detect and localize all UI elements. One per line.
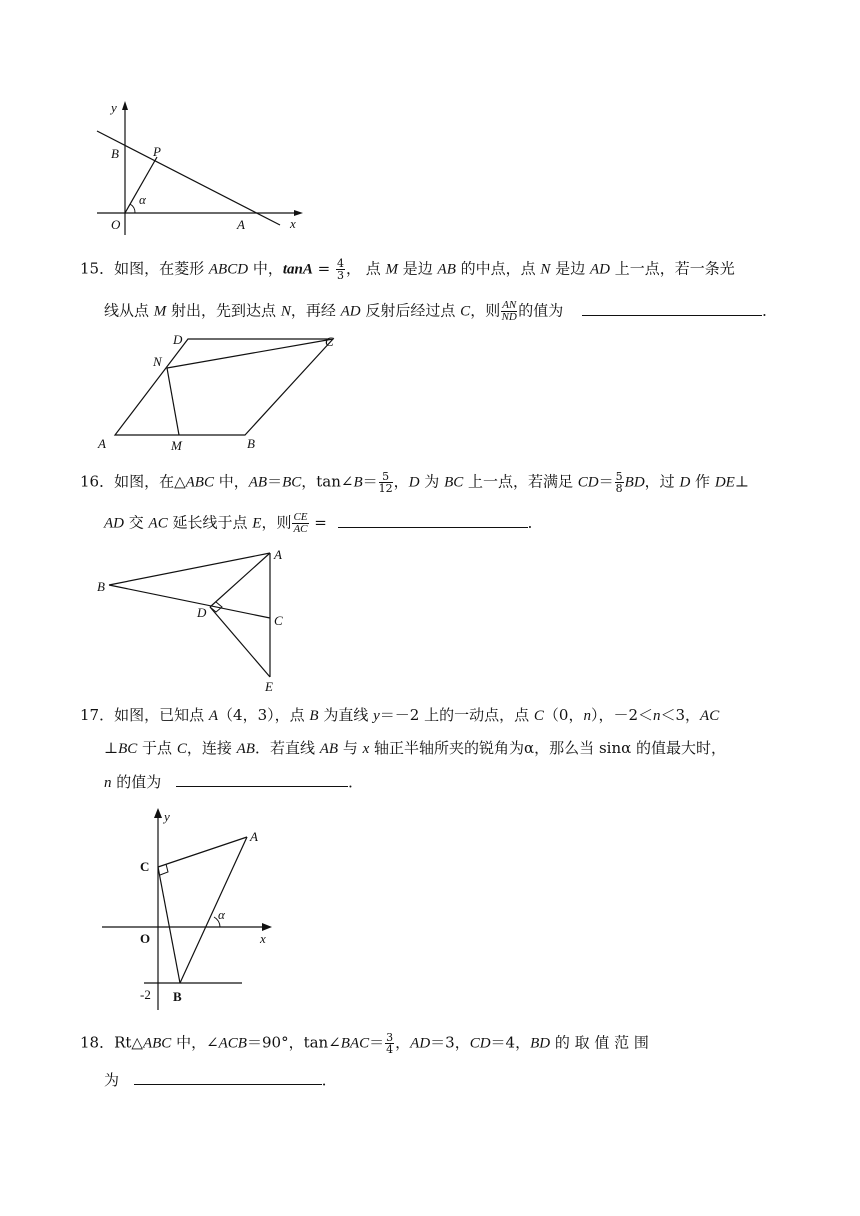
fig17-label-x: x (260, 931, 266, 946)
fig15-label-M: M (171, 438, 182, 453)
fig14-label-x: x (290, 216, 296, 231)
fig16-label-E: E (265, 679, 273, 694)
fig17-label-alpha: α (218, 907, 225, 922)
fig14-label-P: P (153, 144, 161, 159)
fig16-label-B: B (97, 579, 105, 594)
q18-answer-blank[interactable] (134, 1070, 322, 1085)
q17-line1: 17．如图，已知点 A（4，3），点 B 为直线 y＝－2 上的一动点，点 C（0，n），－2＜n＜3，AC (80, 706, 720, 724)
figure-q17 (100, 805, 280, 1017)
fig14-label-B: B (111, 146, 119, 161)
figure-q16 (95, 545, 295, 695)
q16-answer-blank[interactable] (338, 513, 528, 528)
fig16-label-A: A (274, 547, 282, 562)
fig16-label-D: D (197, 605, 207, 620)
q16-line1: 16．如图，在△ABC 中，AB＝BC，tan∠B＝ $\frac{5}{12}$ ，D 为 BC 上一点，若满足 CD＝ $\frac{5}{8}$ BD，过 D 作 DE⊥ (80, 470, 749, 495)
fig17-label-neg2: -2 (140, 987, 151, 1002)
q18-tan-fraction: $\frac{3}{4}$ (386, 1031, 394, 1056)
fig17-label-O: O (140, 931, 151, 946)
fig17-label-C: C (140, 859, 150, 874)
fig17-label-A: A (250, 829, 258, 844)
fig14-label-y: y (111, 100, 117, 115)
q15-line1: 15．如图，在菱形 ABCD 中，tanA = $\frac{4}{3}$ ， 点 M 是边 AB 的中点，点 N 是边 AD 上一点，若一条光 (80, 257, 735, 282)
fig16-label-C: C (274, 613, 283, 628)
q18-line1: 18．Rt△ABC 中，∠ACB＝90°，tan∠BAC＝ $\frac{3}{4}$ ，AD＝3，CD＝4，BD 的 取 值 范 围 (80, 1031, 649, 1056)
figure-q15 (95, 332, 355, 454)
q17-answer-blank[interactable] (176, 772, 348, 787)
q15-tan-fraction: $\frac{4}{3}$ (336, 257, 344, 282)
q15-ratio-fraction: $\frac{AN}{ND}$ (501, 299, 517, 323)
fig15-label-C: C (325, 334, 334, 349)
q16-cd-fraction: $\frac{5}{8}$ (615, 470, 623, 495)
fig15-label-B: B (247, 436, 255, 451)
fig17-label-y: y (164, 809, 170, 824)
q17-line2: ⊥BC 于点 C，连接 AB．若直线 AB 与 x 轴正半轴所夹的锐角为α，那么当 sinα 的值最大时， (104, 739, 727, 757)
fig14-label-O: O (111, 217, 121, 232)
fig15-label-A: A (98, 436, 106, 451)
figure-q14 (95, 98, 305, 238)
fig14-label-A: A (237, 217, 245, 232)
q17-line3: n 的值为 ． (104, 773, 364, 791)
fig14-label-alpha: α (139, 192, 146, 207)
q15-answer-blank[interactable] (582, 301, 762, 316)
q16-ratio-fraction: $\frac{CE}{AC}$ (293, 511, 308, 535)
q16-tan-fraction: $\frac{5}{12}$ (378, 470, 393, 495)
q16-line2: AD 交 AC 延长线于点 E，则 $\frac{CE}{AC}$ = ． (104, 511, 543, 535)
fig17-label-B: B (173, 989, 182, 1004)
fig15-label-D: D (173, 332, 183, 347)
q18-line2: 为 ． (104, 1071, 337, 1089)
q15-line2: 线从点 M 射出，先到达点 N，再经 AD 反射后经过点 C，则 $\frac{AN}{ND}$ 的值为 ． (104, 299, 778, 323)
fig15-label-N: N (153, 354, 162, 369)
